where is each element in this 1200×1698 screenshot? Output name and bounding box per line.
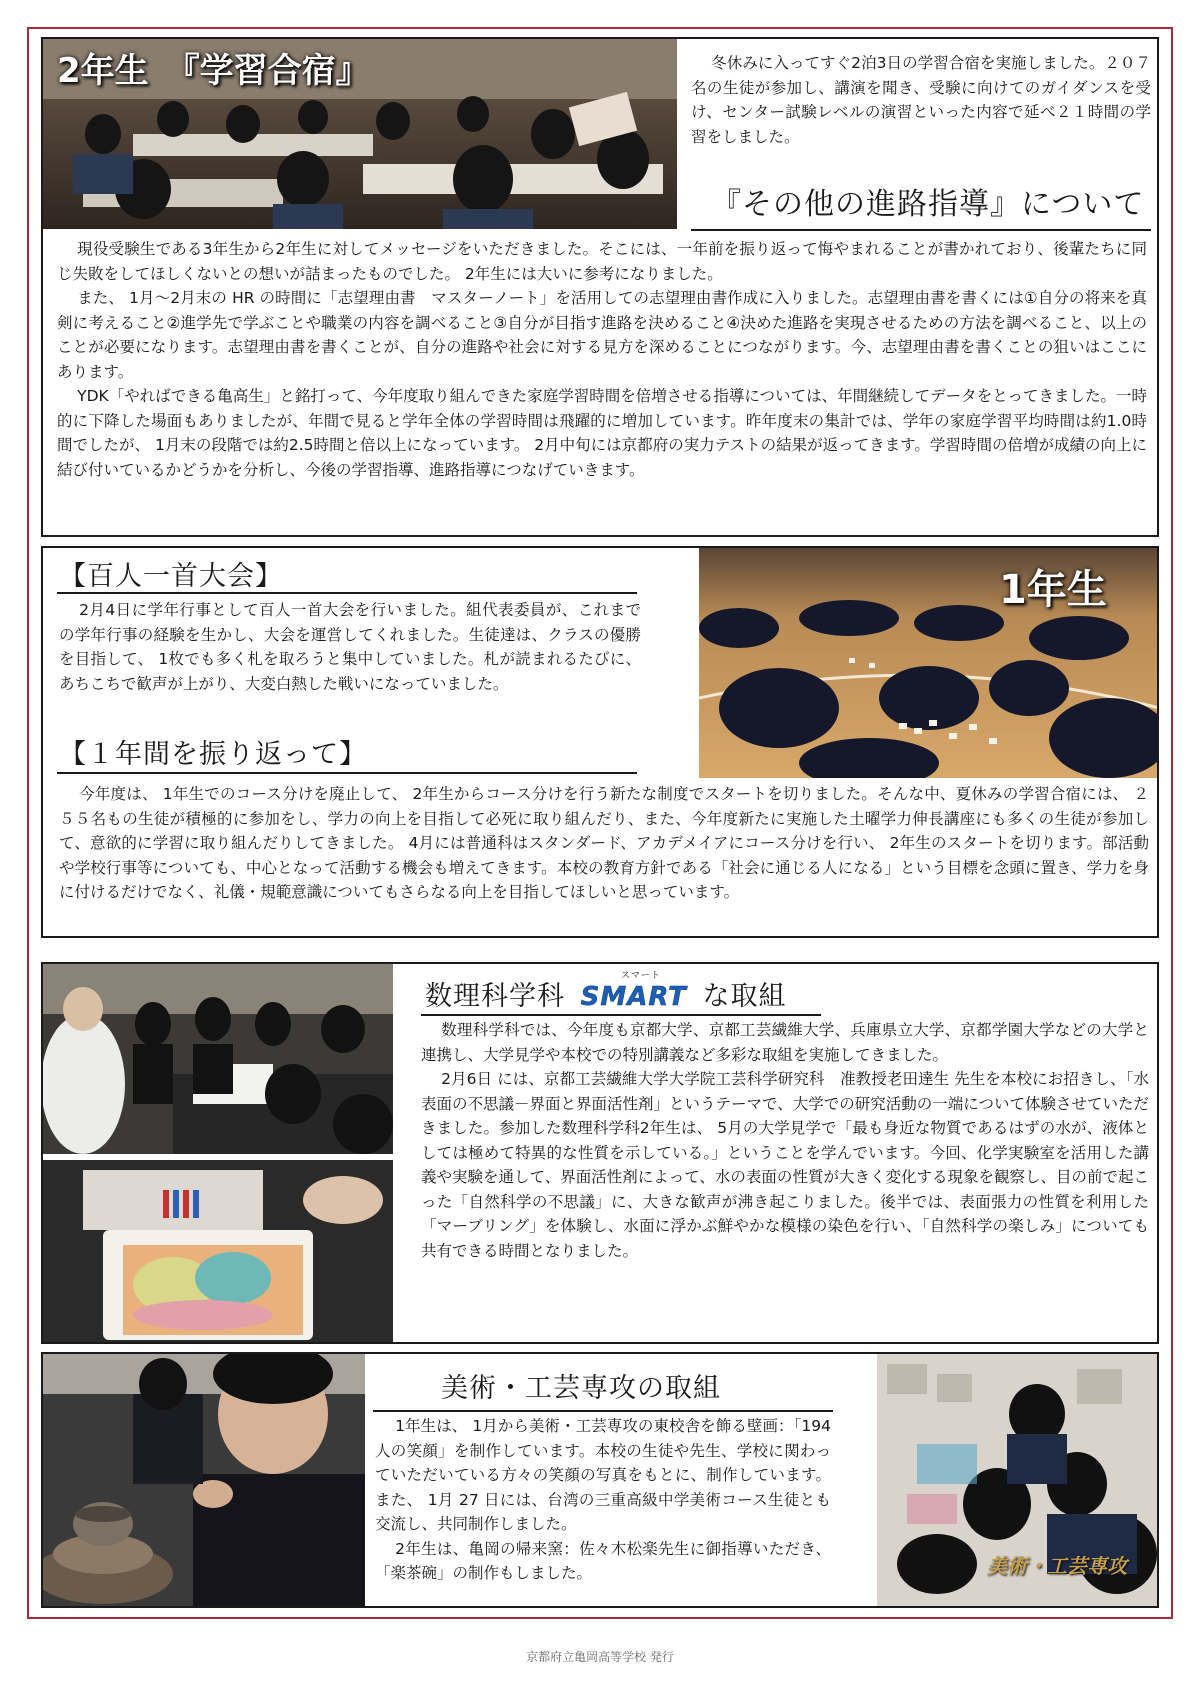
study-camp-photo [43,39,677,229]
year-review-body [59,782,1149,905]
career-guidance-paragraph: 現役受験生である3年生から2年生に対してメッセージをいただきました。そこには、一年前を振り返って悔やまれることが書かれており、後輩たちに同じ失敗をしてほしくないとの想いが詰まったものでした。 2年生には大いに参考になりました。 [57,240,1147,283]
karuta-text: 2月4日に学年行事として百人一首大会を行いました。組代表委員が、これまでの学年行事の経験を生かし、大会を運営してくれました。生徒達は、クラスの優勝を目指して、 1枚でも多く札を取ろうと集中していました。札が読まれるたびに、あちこちで歓声が上がり、大変白熱した戦いになっていました。 [59,601,641,693]
science-paragraph: 数理科学科では、今年度も京都大学、京都工芸繊維大学、兵庫県立大学、京都学園大学などの大学と連携し、大学見学や本校での特別講義など多彩な取組を実施してきました。 [421,1021,1149,1064]
section-science [41,962,1159,1344]
section-study-camp [41,37,1159,537]
career-guidance-heading: 『その他の進路指導』について [711,187,1145,222]
smart-logo: SMART [580,982,687,1012]
smart-ruby: スマート [621,971,661,981]
art-paragraph: 2年生は、亀岡の帰来窯：佐々木松楽先生に御指導いただき、「楽茶碗」の制作もしました。 [375,1539,831,1582]
study-camp-photo-caption: 2年生 『学習合宿』 [57,51,370,91]
mural-photo [877,1354,1159,1608]
pottery-photo [43,1354,365,1608]
art-body [375,1414,831,1586]
art-heading: 美術・工芸専攻の取組 [441,1373,721,1404]
science-paragraph: 2月6日 には、京都工芸繊維大学大学院工芸科学研究科 准教授老田達生 先生を本校にお招きし、「水表面の不思議－界面と界面活性剤」というテーマで、大学での研究活動の一端について体験させていただきました。参加した数理科学科2年生は、 5月の大学見学で「最も身近な物質であるはずの水が、液体としては極めて特異的な性質を示している。」ということを学んでいます。今回、化学実験室を活用した講義や実験を通して、界面活性剤によって、水の表面の性質が大きく変化する現象を観察し、目の前で起こった「自然科学の不思議」に、大きな歓声が沸き起こりました。後半では、表面張力の性質を利用した「マーブリング」を体験し、水面に浮かぶ鮮やかな模様の染色を行い、「自然科学の楽しみ」についても共有できる時間となりました。 [421,1070,1149,1260]
year-review-heading: 【１年間を振り返って】 [59,739,367,770]
study-camp-intro [691,51,1151,149]
section-art [41,1352,1159,1608]
art-major-logo: 美術・工芸専攻 [987,1554,1127,1578]
karuta-heading: 【百人一首大会】 [59,561,283,592]
career-guidance-body [57,237,1147,482]
section-karuta [41,546,1159,938]
marbling-photo [43,1160,393,1342]
karuta-body [59,598,641,696]
science-lecture-photo [43,964,393,1154]
science-heading-post: な取組 [702,981,787,1012]
art-heading-rule [373,1410,833,1412]
career-guidance-paragraph: YDK「やればできる亀高生」と銘打って、今年度取り組んできた家庭学習時間を倍増させる指導については、年間継続してデータをとってきました。一時的に下降した場面もありましたが、年間で見ると学年全体の学習時間は飛躍的に増加しています。昨年度末の集計では、学年の家庭学習平均時間は約1.0時間でしたが、 1月末の段階では約2.5時間と倍以上になっています。 2月中旬には京都府の実力テストの結果が返ってきます。学習時間の倍増が成績の向上に結び付いているかどうかを分析し、今後の学習指導、進路指導につなげていきます。 [57,387,1147,479]
science-heading-rule [421,1014,821,1016]
footer-publisher: 京都府立亀岡高等学校 発行 [526,1650,674,1664]
science-heading [425,974,787,1013]
art-paragraph: 1年生は、 1月から美術・工芸専攻の東校舎を飾る壁画：「194 人の笑顔」を制作しています。本校の生徒や先生、学校に関わっていただいている方々の笑顔の写真をもとに、制作しています。また、 1月 27 日には、台湾の三重高級中学美術コース生徒とも交流し、共同制作しました。 [375,1417,831,1533]
year-review-text: 今年度は、 1年生でのコース分けを廃止して、 2年生からコース分けを行う新たな制度でスタートを切りました。そんな中、夏休みの学習合宿には、 ２５５名もの生徒が積極的に参加をし、学力の向上を目指して必死に取り組んだり、また、今年度新たに実施した土曜学力伸長講座にも多くの生徒が参加して、意欲的に学習に取り組んだりしてきました。 4月には普通科はスタンダード、アカデメイアにコース分けを行い、 2年生のスタートを切ります。部活動や学校行事等についても、中心となって活動する機会も増えてきます。本校の教育方針である「社会に通じる人になる」という目標を念頭に置き、学力を身に付けるだけでなく、礼儀・規範意識についてもさらなる向上を目指してほしいと思っています。 [59,785,1149,901]
year-review-heading-rule [57,772,637,774]
career-guidance-paragraph: また、 1月～2月末の HR の時間に「志望理由書 マスターノート」を活用しての志望理由書作成に入りました。志望理由書を書くには①自分の将来を真剣に考えること②進学先で学ぶことや職業の内容を調べること③自分が目指す進路を決めること④決めた進路を実現させるための方法を調べること、以上のことが必要になります。志望理由書を書くことが、自分の進路や社会に対する見方を深めることにつながります。今、志望理由書を書くことの狙いはここにあります。 [57,289,1147,381]
study-camp-intro-text: 冬休みに入ってすぐ2泊3日の学習合宿を実施しました。２０７名の生徒が参加し、講演を聞き、受験に向けてのガイダンスを受け、センター試験レベルの演習といった内容で延べ２１時間の学習をしました。 [691,54,1151,146]
karuta-heading-rule [57,592,637,594]
science-body [421,1018,1149,1263]
karuta-photo-caption: 1年生 [999,567,1107,613]
career-guidance-heading-rule [691,229,1151,231]
karuta-photo [699,548,1159,778]
science-heading-pre: 数理科学科 [425,981,565,1012]
